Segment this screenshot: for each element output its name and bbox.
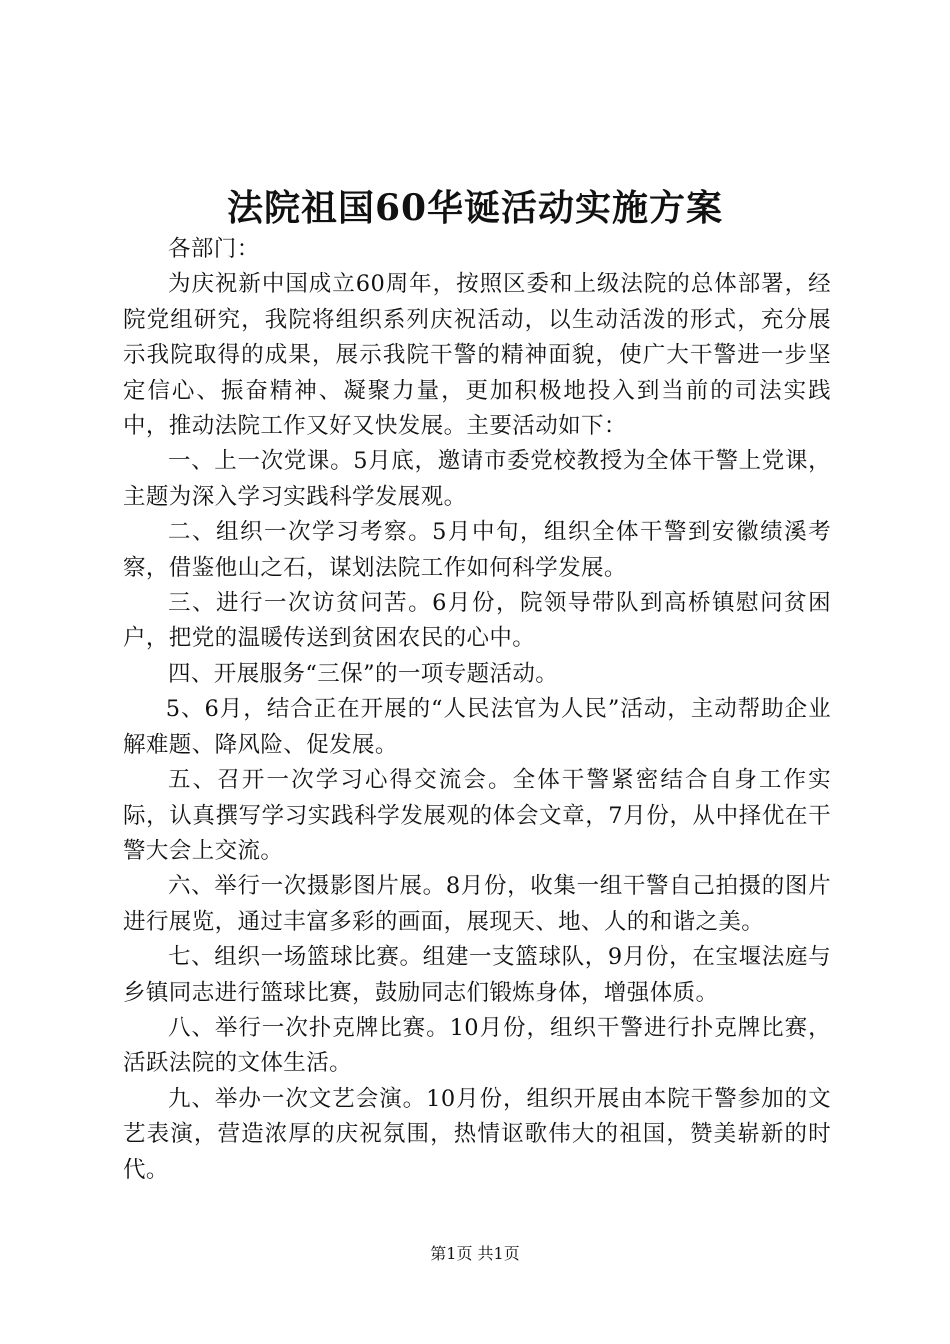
document-body <box>123 232 831 1188</box>
salutation: 各部门： <box>168 236 260 262</box>
page-footer: 第1页 共1页 <box>430 1244 520 1263</box>
paragraph-intro: 为庆祝新中国成立60周年，按照区委和上级法院的总体部署，经院党组研究，我院将组织系列庆祝活动，以生动活泼的形式，充分展示我院取得的成果，展示我院干警的精神面貌，使广大干警进一步坚定信心、振奋精神、凝聚力量，更加积极地投入到当前的司法实践中，推动法院工作又好又快发展。主要活动如下： <box>123 271 831 440</box>
paragraph-item-4-detail: 5、6月，结合正在开展的“人民法官为人民”活动，主动帮助企业解难题、降风险、促发展。 <box>123 696 831 758</box>
paragraph-item-7: 七、组织一场篮球比赛。组建一支篮球队，9月份，在宝堰法庭与乡镇同志进行篮球比赛，鼓励同志们锻炼身体，增强体质。 <box>123 944 831 1006</box>
paragraph-item-3: 三、进行一次访贫问苦。6月份，院领导带队到高桥镇慰问贫困户，把党的温暖传送到贫困农民的心中。 <box>123 590 831 652</box>
document-title: 法院祖国60华诞活动实施方案 <box>226 187 724 229</box>
paragraph-item-5: 五、召开一次学习心得交流会。全体干警紧密结合自身工作实际，认真撰写学习实践科学发展观的体会文章，7月份，从中择优在干警大会上交流。 <box>123 767 831 864</box>
paragraph-item-8: 八、举行一次扑克牌比赛。10月份，组织干警进行扑克牌比赛，活跃法院的文体生活。 <box>123 1014 831 1077</box>
paragraph-item-6: 六、举行一次摄影图片展。8月份，收集一组干警自己拍摄的图片进行展览，通过丰富多彩的画面，展现天、地、人的和谐之美。 <box>123 873 831 935</box>
paragraph-item-1: 一、上一次党课。5月底，邀请市委党校教授为全体干警上党课，主题为深入学习实践科学发展观。 <box>123 448 831 510</box>
paragraph-item-9: 九、举办一次文艺会演。10月份，组织开展由本院干警参加的文艺表演，营造浓厚的庆祝氛围，热情讴歌伟大的祖国，赞美崭新的时代。 <box>123 1085 831 1183</box>
paragraph-item-4: 四、开展服务“三保”的一项专题活动。 <box>168 660 559 687</box>
paragraph-item-2: 二、组织一次学习考察。5月中旬，组织全体干警到安徽绩溪考察，借鉴他山之石，谋划法院工作如何科学发展。 <box>123 519 831 581</box>
